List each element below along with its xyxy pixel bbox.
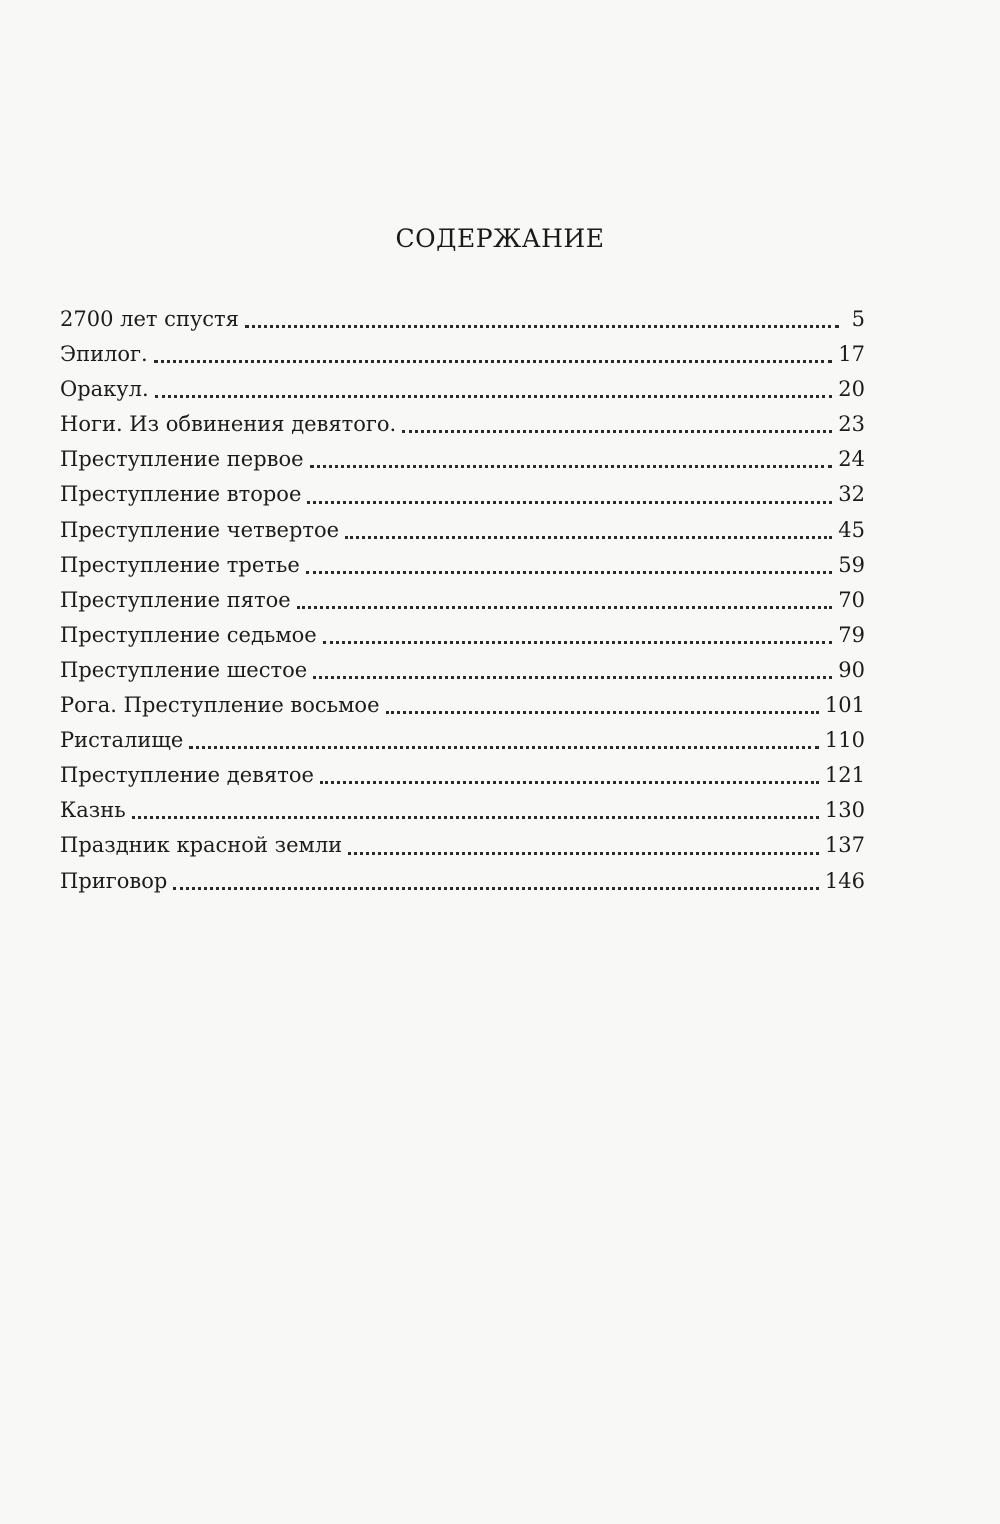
toc-entry (60, 477, 865, 512)
toc-entry-title: Приговор (60, 864, 173, 899)
toc-leader-dots (313, 676, 832, 679)
toc-entry (60, 513, 865, 548)
toc-entry-page-number: 101 (824, 693, 865, 718)
toc-entry-page-number: 45 (838, 517, 865, 542)
toc-entry-page-number: 130 (824, 798, 865, 823)
toc-entry (60, 548, 865, 583)
toc-entry-page-number: 90 (838, 657, 865, 682)
toc-entry-title: Праздник красной земли (60, 828, 348, 863)
toc-entry (60, 372, 865, 407)
toc-entry (60, 723, 865, 758)
toc-leader-dots (320, 781, 819, 784)
toc-entry-page-number: 20 (838, 377, 865, 402)
toc-entry-title: Преступление второе (60, 477, 307, 512)
toc-entry-page-number: 137 (824, 833, 865, 858)
toc-leader-dots (154, 360, 833, 363)
toc-leader-dots (132, 816, 819, 819)
toc-entry-page-number: 23 (838, 412, 865, 437)
toc-entry-page-number: 146 (824, 868, 865, 893)
toc-entry-title: Преступление шестое (60, 653, 313, 688)
toc-entry-title: Ристалище (60, 723, 189, 758)
toc-entry-page-number: 59 (838, 552, 865, 577)
toc-entry (60, 442, 865, 477)
toc-entry-title: Казнь (60, 793, 132, 828)
toc-leader-dots (306, 571, 833, 574)
toc-entry-page-number: 110 (824, 728, 865, 753)
toc-entry (60, 864, 865, 899)
toc-entry-page-number: 70 (838, 587, 865, 612)
toc-leader-dots (310, 465, 833, 468)
toc-entry-title: 2700 лет спустя (60, 302, 245, 337)
toc-entry-title: Ноги. Из обвинения девятого. (60, 407, 402, 442)
toc-entry (60, 758, 865, 793)
toc-entry-page-number: 32 (838, 482, 865, 507)
toc-entry (60, 302, 865, 337)
toc-entry-page-number: 121 (824, 763, 865, 788)
toc-leader-dots (189, 746, 819, 749)
toc-leader-dots (323, 641, 833, 644)
toc-leader-dots (402, 430, 832, 433)
toc-entry (60, 583, 865, 618)
toc-entry-title: Преступление девятое (60, 758, 320, 793)
toc-entry (60, 337, 865, 372)
table-of-contents (60, 302, 865, 899)
toc-leader-dots (345, 536, 832, 539)
toc-entry-title: Преступление первое (60, 442, 310, 477)
page-title: СОДЕРЖАНИЕ (395, 224, 605, 253)
toc-entry-title: Рога. Преступление восьмое (60, 688, 386, 723)
toc-leader-dots (155, 395, 833, 398)
toc-leader-dots (348, 852, 819, 855)
toc-entry (60, 653, 865, 688)
toc-entry-title: Эпилог. (60, 337, 154, 372)
toc-entry-title: Оракул. (60, 372, 155, 407)
toc-entry-page-number: 5 (851, 307, 865, 331)
toc-entry (60, 793, 865, 828)
toc-leader-dots (297, 606, 833, 609)
toc-leader-dots (307, 501, 832, 504)
toc-entry-title: Преступление пятое (60, 583, 297, 618)
toc-entry-page-number: 17 (838, 342, 865, 367)
toc-entry (60, 828, 865, 863)
toc-entry-title: Преступление четвертое (60, 513, 345, 548)
toc-entry-page-number: 24 (838, 447, 865, 472)
toc-leader-dots (245, 325, 839, 328)
toc-entry-page-number: 79 (838, 622, 865, 647)
toc-entry (60, 618, 865, 653)
toc-entry (60, 407, 865, 442)
toc-entry (60, 688, 865, 723)
toc-leader-dots (386, 711, 819, 714)
toc-leader-dots (173, 887, 819, 890)
toc-entry-title: Преступление третье (60, 548, 306, 583)
toc-entry-title: Преступление седьмое (60, 618, 323, 653)
